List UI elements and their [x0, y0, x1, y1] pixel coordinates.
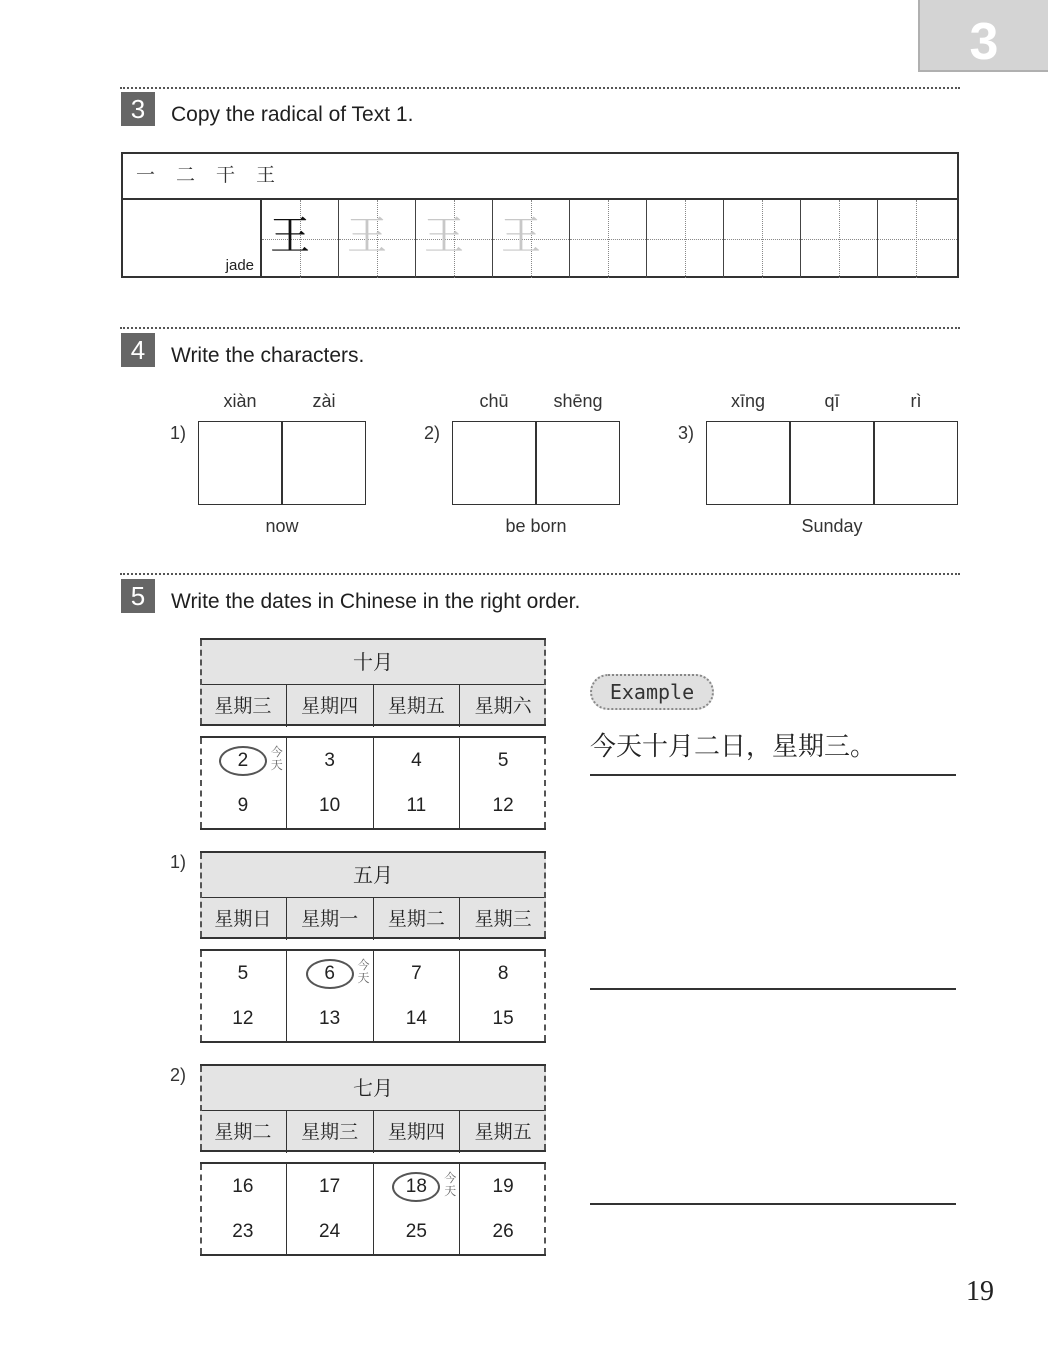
date-cell: 5	[200, 951, 287, 996]
writing-box[interactable]	[282, 421, 366, 505]
pinyin: zài	[312, 391, 336, 411]
meaning-cell	[121, 200, 262, 278]
stroke-step: 干	[216, 164, 236, 186]
date-cell-today	[374, 1164, 461, 1209]
meaning: now	[265, 516, 299, 536]
date-cell: 9	[200, 783, 287, 828]
calendar-month: 五月	[200, 853, 546, 898]
exercise-number-badge: 4	[121, 333, 155, 367]
weekday-header: 星期二	[200, 1111, 287, 1153]
weekday-header: 星期四	[374, 1111, 461, 1153]
weekday-header: 星期三	[200, 685, 287, 727]
writing-box[interactable]	[452, 421, 536, 505]
pinyin: qī	[824, 391, 840, 411]
date-cell: 24	[287, 1209, 374, 1254]
practice-cell[interactable]	[647, 200, 724, 278]
date-cell: 10	[287, 783, 374, 828]
exercise-number-badge: 5	[121, 579, 155, 613]
item-number: 1)	[170, 852, 187, 872]
weekday-header: 星期五	[374, 685, 461, 727]
weekday-header: 星期四	[287, 685, 374, 727]
calendar-example	[200, 638, 546, 830]
section-divider	[120, 87, 960, 89]
pinyin: rì	[910, 391, 922, 411]
date-cell: 12	[492, 795, 514, 816]
today-label: 今天	[444, 1171, 457, 1198]
pinyin: xīng	[730, 391, 766, 411]
date-cell-today	[200, 738, 287, 783]
item-number: 2)	[170, 1065, 187, 1085]
example-badge: Example	[590, 674, 714, 710]
date-cell: 17	[287, 1164, 374, 1209]
stroke-step: 王	[256, 164, 276, 186]
calendar-month: 十月	[200, 640, 546, 685]
writing-box[interactable]	[790, 421, 874, 505]
date-cell: 26	[492, 1221, 514, 1242]
stroke-step: 一	[136, 164, 156, 186]
item-number: 1)	[170, 423, 187, 443]
date-cell: 14	[374, 996, 461, 1041]
today-label: 今天	[270, 745, 283, 772]
pinyin: chū	[479, 391, 509, 411]
stroke-step: 二	[176, 164, 196, 186]
writing-box[interactable]	[874, 421, 958, 505]
answer-line[interactable]	[590, 988, 956, 990]
date-cell: 8	[497, 963, 509, 984]
exercise-title: Copy the radical of Text 1.	[171, 103, 414, 126]
weekday-header: 星期三	[474, 908, 532, 930]
calendar-question-1	[200, 851, 546, 1043]
weekday-header: 星期二	[374, 898, 461, 940]
trace-cell[interactable]	[416, 200, 493, 278]
today-circle: 18	[392, 1172, 440, 1202]
weekday-header: 星期五	[474, 1121, 532, 1143]
exercise-title: Write the characters.	[171, 344, 365, 367]
calendar-month: 七月	[200, 1066, 546, 1111]
stroke-order-row	[121, 152, 959, 200]
date-cell: 3	[287, 738, 374, 783]
section-divider	[120, 327, 960, 329]
date-cell: 7	[374, 951, 461, 996]
model-char-cell	[262, 200, 339, 278]
item-number: 2)	[424, 423, 441, 443]
weekday-header: 星期六	[474, 695, 532, 717]
weekday-header: 星期三	[287, 1111, 374, 1153]
writing-box[interactable]	[536, 421, 620, 505]
practice-cell[interactable]	[570, 200, 647, 278]
pinyin: shēng	[553, 391, 603, 411]
page-number: 19	[966, 1276, 994, 1307]
date-cell: 23	[200, 1209, 287, 1254]
calendar-question-2	[200, 1064, 546, 1256]
date-cell: 25	[374, 1209, 461, 1254]
practice-cell[interactable]	[801, 200, 878, 278]
date-cell: 19	[492, 1176, 514, 1197]
writing-box[interactable]	[198, 421, 282, 505]
trace-char: 王	[424, 213, 464, 259]
date-cell-today	[287, 951, 374, 996]
pinyin: xiàn	[223, 391, 257, 411]
exercise-number-badge: 3	[121, 92, 155, 126]
practice-cell[interactable]	[724, 200, 801, 278]
date-cell: 15	[492, 1008, 514, 1029]
weekday-header: 星期一	[287, 898, 374, 940]
unit-tab: 3	[918, 0, 1048, 72]
date-cell: 16	[200, 1164, 287, 1209]
today-label: 今天	[357, 958, 370, 985]
date-cell: 5	[497, 750, 509, 771]
meaning-label: jade	[225, 257, 254, 274]
trace-char: 王	[347, 213, 387, 259]
today-circle: 2	[219, 746, 267, 776]
date-cell: 11	[374, 783, 461, 828]
trace-cell[interactable]	[339, 200, 416, 278]
trace-char: 王	[501, 213, 541, 259]
date-cell: 4	[374, 738, 461, 783]
practice-cell[interactable]	[878, 200, 957, 278]
example-sentence: 今天十月二日，星期三。	[590, 732, 877, 762]
example-underline	[590, 774, 956, 776]
today-circle: 6	[306, 959, 354, 989]
trace-cell[interactable]	[493, 200, 570, 278]
item-number: 3)	[678, 423, 695, 443]
weekday-header: 星期日	[200, 898, 287, 940]
date-cell: 13	[287, 996, 374, 1041]
meaning: Sunday	[801, 516, 863, 536]
date-cell: 12	[200, 996, 287, 1041]
model-char: 王	[270, 213, 310, 259]
answer-line[interactable]	[590, 1203, 956, 1205]
meaning: be born	[505, 516, 567, 536]
section-divider	[120, 573, 960, 575]
exercise-title: Write the dates in Chinese in the right order.	[171, 590, 581, 613]
writing-box[interactable]	[706, 421, 790, 505]
